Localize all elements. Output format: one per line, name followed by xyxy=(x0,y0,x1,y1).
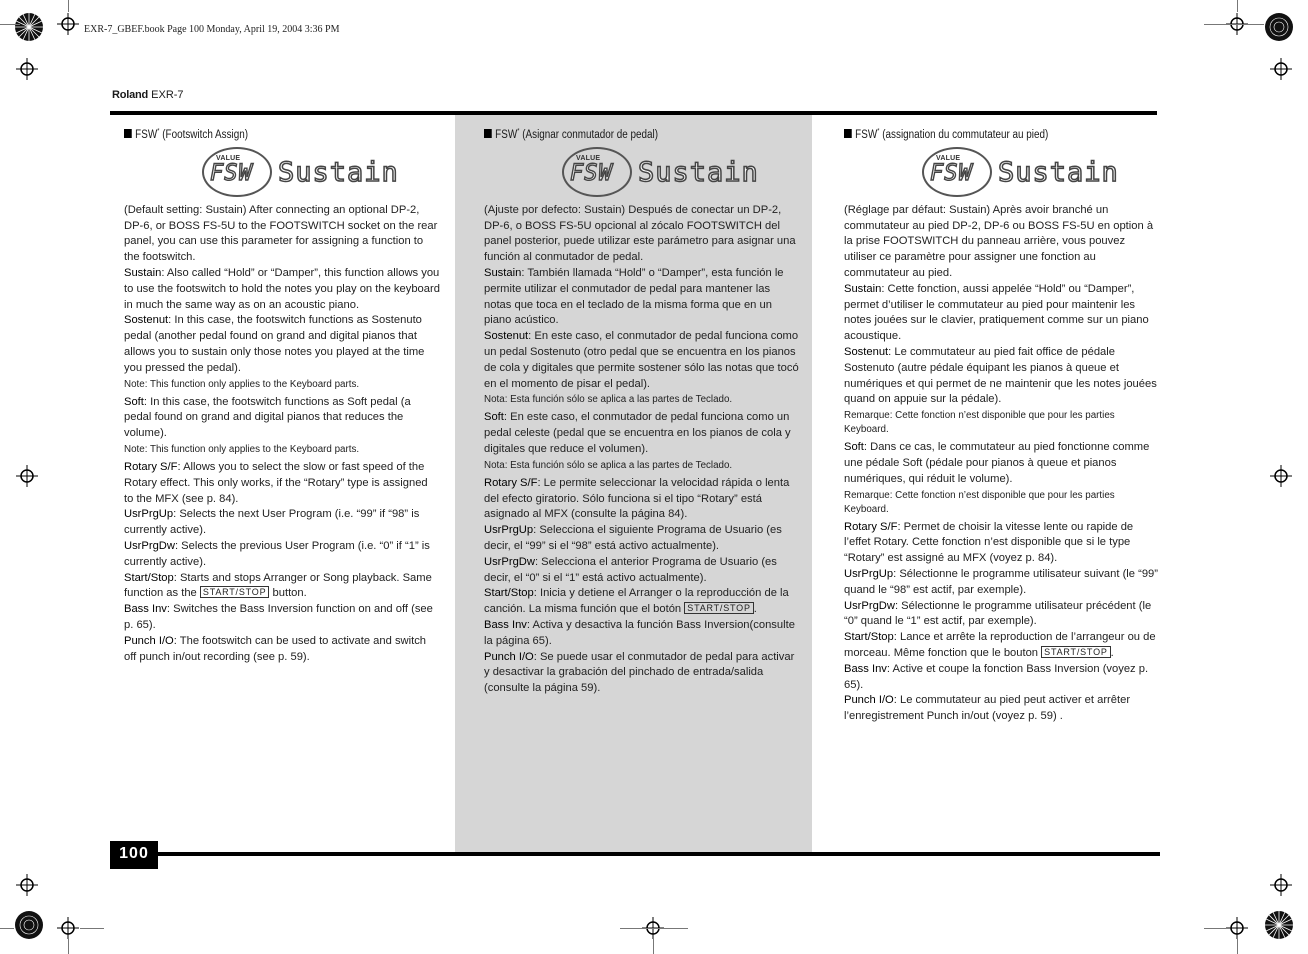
note: Remarque: Cette fonction n’est disponible que pour les parties Keyboard. xyxy=(844,410,1115,436)
body-text xyxy=(844,203,1160,725)
crop-target-icon xyxy=(16,58,38,80)
entry-sustain: Sustain: Also called “Hold” or “Damper”, this function allows you to use the footswitch to hold the notes you play on the keyboard in much the same way as on an acoustic piano. xyxy=(124,267,440,311)
brand-model: EXR-7 xyxy=(151,89,184,101)
entry-bass-inv: Bass Inv: Switches the Bass Inversion function on and off (see p. 65). xyxy=(124,603,433,631)
note: Note: This function only applies to the Keyboard parts. xyxy=(124,378,360,390)
entry-bass-inv: Bass Inv: Active et coupe la fonction Bass Inversion (voyez p. 65). xyxy=(844,662,1149,691)
entry-start-stop: Start/Stop: Starts and stops Arranger or Song playback. Same function as the START/STOP button. xyxy=(124,571,432,600)
crop-target-icon xyxy=(1270,58,1292,80)
entry-sostenut: Sostenut: Le commutateur au pied fait office de pédale Sostenuto (autre pédale équipant les pianos à queue et numériques et qui permet de ne maintenir que les notes jouées quand on appuie sur la pédale). xyxy=(844,346,1157,406)
registration-star-icon xyxy=(14,910,44,940)
column-spanish xyxy=(484,128,800,697)
value-label: VALUE xyxy=(936,154,961,162)
column-english xyxy=(124,128,440,665)
body-text xyxy=(124,203,440,666)
crop-line xyxy=(1237,0,1238,12)
entry-usrprgup: UsrPrgUp: Selects the next User Program (i.e. “99” if “98” is currently active). xyxy=(124,508,420,537)
crop-target-icon xyxy=(1270,874,1292,896)
start-stop-key: START/STOP xyxy=(684,602,754,614)
entry-sustain: Sustain: También llamada “Hold” o “Damper”, esta función le permite utilizar el conmutador de pedal para mantener las notas que toca en el teclado de la misma forma que en un piano acústico. xyxy=(484,267,784,327)
entry-usrprgup: UsrPrgUp: Sélectionne le programme utilisateur suivant (le “99” quand le “98” est actif, par exemple). xyxy=(844,567,1159,596)
lcd-param: FSW xyxy=(570,160,613,186)
section-title: FSW* (assignation du commutateur au pied) xyxy=(844,128,1116,141)
crop-line xyxy=(620,928,688,929)
entry-start-stop: Start/Stop: Inicia y detiene el Arranger o la reproducción de la canción. La misma función que el botón START/STOP . xyxy=(484,587,789,616)
bottom-rule xyxy=(110,852,1160,856)
entry-usrprgdw: UsrPrgDw: Selects the previous User Program (i.e. “0” if “1” is currently active). xyxy=(124,539,430,568)
crop-line xyxy=(0,24,20,25)
crop-target-icon xyxy=(16,465,38,487)
entry-sostenut: Sostenut: In this case, the footswitch functions as Sostenuto pedal (another pedal found on grand and digital pianos that allows you to sustain only those notes you played at the time you pressed the pedal). xyxy=(124,314,425,374)
lcd-display xyxy=(922,147,1160,197)
crop-line xyxy=(68,939,69,954)
column-french xyxy=(844,128,1160,725)
crop-target-icon xyxy=(16,874,38,896)
brand-maker: Roland xyxy=(112,89,149,101)
crop-line xyxy=(0,928,14,929)
lcd-value-text: Sustain xyxy=(278,156,399,188)
entry-rotary: Rotary S/F: Le permite seleccionar la velocidad rápida o lenta del efecto giratorio. Sólo funciona si el tipo “Rotary” está asignado al MFX (consulte la página 84). xyxy=(484,476,790,521)
crop-target-icon xyxy=(1270,465,1292,487)
entry-soft: Soft: In this case, the footswitch functions as Soft pedal (a pedal found on grand and digital pianos that reduces the volume). xyxy=(124,395,411,440)
entry-usrprgdw: UsrPrgDw: Sélectionne le programme utilisateur précédent (le “0” quand le “1” est actif, par exemple). xyxy=(844,599,1152,628)
crop-line xyxy=(1237,939,1238,954)
brand-header xyxy=(112,89,184,101)
crop-target-icon xyxy=(1226,917,1248,939)
lcd-display xyxy=(562,147,800,197)
crop-line xyxy=(80,928,104,929)
registration-star-icon xyxy=(1264,12,1294,42)
crop-line xyxy=(653,939,654,954)
note: Remarque: Cette fonction n’est disponible que pour les parties Keyboard. xyxy=(844,489,1115,515)
square-bullet-icon xyxy=(124,129,132,138)
entry-usrprgup: UsrPrgUp: Selecciona el siguiente Programa de Usuario (es decir, el “99” si el “98” está activo actualmente). xyxy=(484,524,782,552)
section-title: FSW* (Footswitch Assign) xyxy=(124,128,396,141)
page-number: 100 xyxy=(110,841,158,869)
entry-bass-inv: Bass Inv: Activa y desactiva la función Bass Inversion(consulte la página 65). xyxy=(484,618,795,647)
entry-start-stop: Start/Stop: Lance et arrête la reproduction de l’arrangeur ou de morceau. Même fonction que le bouton START/STOP . xyxy=(844,631,1156,659)
entry-sostenut: Sostenut: En este caso, el conmutador de pedal funciona como un pedal Sostenuto (otro pedal que se encuentra en los pianos de cola y digitales que permite sostener sólo las notas que tocó en el momento de pisar el pedal). xyxy=(484,330,799,390)
lcd-value-text: Sustain xyxy=(998,156,1119,188)
entry-soft: Soft: En este caso, el conmutador de pedal funciona como un pedal celeste (pedal que se encuentra en los pianos de cola y digitales que reduce el volumen). xyxy=(484,411,791,455)
value-label: VALUE xyxy=(576,154,601,162)
entry-soft: Soft: Dans ce cas, le commutateur au pied fonctionne comme une pédale Soft (pédale pour pianos à queue et pianos numériques, qui réduit le volume). xyxy=(844,441,1150,485)
crop-line xyxy=(1204,928,1226,929)
book-header: EXR-7_GBEF.book Page 100 Monday, April 19, 2004 3:36 PM xyxy=(84,24,340,35)
intro-paragraph: (Réglage par défaut: Sustain) Après avoir branché un commutateur au pied DP-2, DP-6 ou BOSS FS-5U en option à la prise FOOTSWITCH du panneau arrière, vous pouvez utiliser ce paramètre pour assigner une fonction au commutateur au pied. xyxy=(844,203,1154,280)
registration-star-icon xyxy=(14,12,44,42)
lcd-display xyxy=(202,147,440,197)
lcd-value-text: Sustain xyxy=(638,156,759,188)
note: Nota: Esta función sólo se aplica a las partes de Teclado. xyxy=(484,394,733,406)
square-bullet-icon xyxy=(484,129,492,138)
start-stop-key: START/STOP xyxy=(200,586,270,598)
crop-target-icon xyxy=(57,917,79,939)
section-title: FSW* (Asignar conmutador de pedal) xyxy=(484,128,756,141)
entry-punch-io: Punch I/O: The footswitch can be used to activate and switch off punch in/out recording (see p. 59). xyxy=(124,634,427,663)
crop-target-icon xyxy=(57,13,79,35)
start-stop-key: START/STOP xyxy=(1041,646,1111,658)
entry-punch-io: Punch I/O: Le commutateur au pied peut activer et arrêter l’enregistrement Punch in/out (voyez p. 59) . xyxy=(844,694,1131,723)
entry-rotary: Rotary S/F: Permet de choisir la vitesse lente ou rapide de l’effet Rotary. Cette fonction n’est disponible que si le type “Rotary” est assigné au MFX (voyez p. 84). xyxy=(844,520,1134,565)
crop-line xyxy=(68,0,69,12)
body-text xyxy=(484,203,800,697)
crop-line xyxy=(1204,24,1264,25)
square-bullet-icon xyxy=(844,129,852,138)
entry-punch-io: Punch I/O: Se puede usar el conmutador de pedal para activar y desactivar la grabación del pinchado de entrada/salida (consulte la página 59). xyxy=(484,650,795,695)
value-label: VALUE xyxy=(216,154,241,162)
intro-paragraph: (Ajuste por defecto: Sustain) Después de conectar un DP-2, DP-6, o BOSS FS-5U opcional al zócalo FOOTSWITCH del panel posterior, puede utilizar este parámetro para asignar una función al conmutador de pedal. xyxy=(484,203,796,264)
lcd-param: FSW xyxy=(210,160,253,186)
entry-sustain: Sustain: Cette fonction, aussi appelée “Hold” ou “Damper”, permet d’utiliser le commutateur au pied pour maintenir les notes jouées sur le clavier, pratiquement comme sur un piano acoustique. xyxy=(844,282,1149,343)
registration-star-icon xyxy=(1264,910,1294,940)
entry-rotary: Rotary S/F: Allows you to select the slow or fast speed of the Rotary effect. This only works, if the “Rotary” type is assigned to the MFX (see p. 84). xyxy=(124,460,428,505)
entry-usrprgdw: UsrPrgDw: Selecciona el anterior Programa de Usuario (es decir, el “0” si el “1” está activo actualmente). xyxy=(484,555,777,584)
note: Note: This function only applies to the Keyboard parts. xyxy=(124,443,360,455)
intro-paragraph: (Default setting: Sustain) After connecting an optional DP-2, DP-6, or BOSS FS-5U to the FOOTSWITCH socket on the rear panel, you can use this parameter for assigning a function to the footswitch. xyxy=(124,203,438,264)
lcd-param: FSW xyxy=(930,160,973,186)
note: Nota: Esta función sólo se aplica a las partes de Teclado. xyxy=(484,459,733,471)
